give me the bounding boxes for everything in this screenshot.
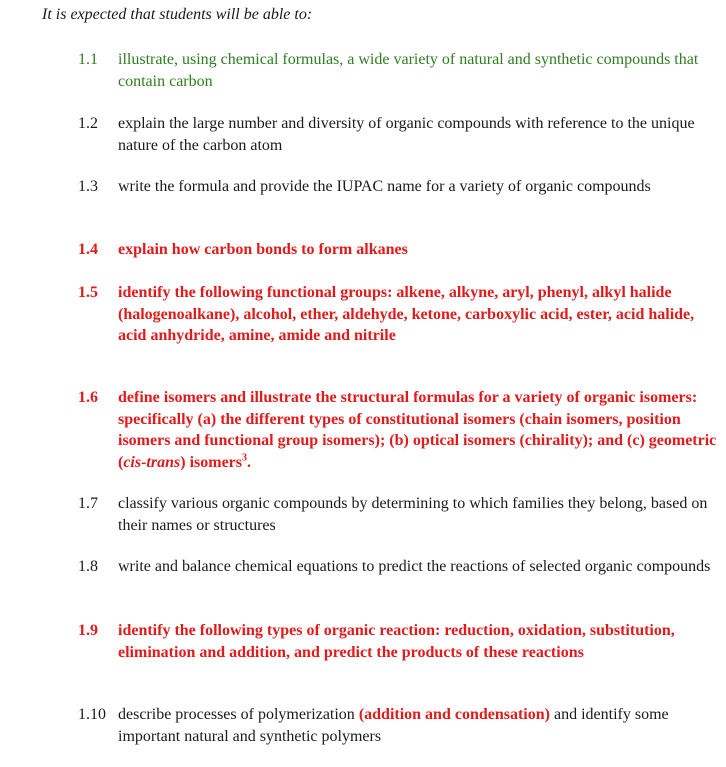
item-text: explain how carbon bonds to form alkanes bbox=[118, 241, 408, 258]
objective-1-4 bbox=[78, 239, 718, 261]
item-text: illustrate, using chemical formulas, a wide variety of natural and synthetic compounds that contain carbon bbox=[118, 51, 699, 90]
item-number: 1.8 bbox=[78, 558, 98, 575]
objective-1-6 bbox=[78, 387, 718, 473]
objective-1-7 bbox=[78, 493, 718, 536]
item-number: 1.10 bbox=[78, 706, 106, 723]
item-number: 1.3 bbox=[78, 178, 98, 195]
item-text: identify the following types of organic reaction: reduction, oxidation, substitution, elimination and addition, and predict the products of these reactions bbox=[118, 622, 675, 661]
item-number: 1.7 bbox=[78, 495, 98, 512]
objective-1-10 bbox=[78, 704, 718, 747]
item-number: 1.9 bbox=[78, 622, 98, 639]
footnote-marker: 3 bbox=[242, 452, 247, 464]
item-text: explain the large number and diversity of organic compounds with reference to the unique nature of the carbon atom bbox=[118, 115, 695, 154]
objective-1-2 bbox=[78, 113, 718, 156]
item-text: write and balance chemical equations to predict the reactions of selected organic compounds bbox=[118, 558, 711, 575]
item-text: write the formula and provide the IUPAC name for a variety of organic compounds bbox=[118, 178, 651, 195]
item-number: 1.6 bbox=[78, 389, 98, 406]
item-text: describe processes of polymerization (addition and condensation) and identify some important natural and synthetic polymers bbox=[118, 706, 669, 745]
cis-trans-term: cis-trans bbox=[123, 453, 181, 471]
item-number: 1.1 bbox=[78, 51, 98, 68]
objective-1-1 bbox=[78, 49, 718, 92]
item-number: 1.2 bbox=[78, 115, 98, 132]
objective-1-8 bbox=[78, 556, 718, 578]
objective-1-5 bbox=[78, 282, 718, 347]
item-text: identify the following functional groups: alkene, alkyne, aryl, phenyl, alkyl halide (halogenoalkane), alcohol, ether, aldehyde, ketone, carboxylic acid, ester, acid halide, acid anhydride, amine, amide and nitrile bbox=[118, 284, 695, 344]
highlighted-phrase: (addition and condensation) bbox=[358, 706, 550, 723]
item-text: define isomers and illustrate the structural formulas for a variety of organic isomers: specifically (a) the different types of constitutional isomers (chain isomers, position isomers and functional group isomers); (b) optical isomers (chirality); and (c) geometric (cis-trans) isomers$^3$. bbox=[118, 389, 717, 471]
item-number: 1.5 bbox=[78, 284, 98, 301]
item-number: 1.4 bbox=[78, 241, 98, 258]
objective-1-9 bbox=[78, 620, 718, 663]
item-text: classify various organic compounds by determining to which families they belong, based on their names or structures bbox=[118, 495, 708, 534]
objective-1-3 bbox=[78, 176, 718, 198]
intro-text: It is expected that students will be able to: bbox=[42, 6, 313, 23]
